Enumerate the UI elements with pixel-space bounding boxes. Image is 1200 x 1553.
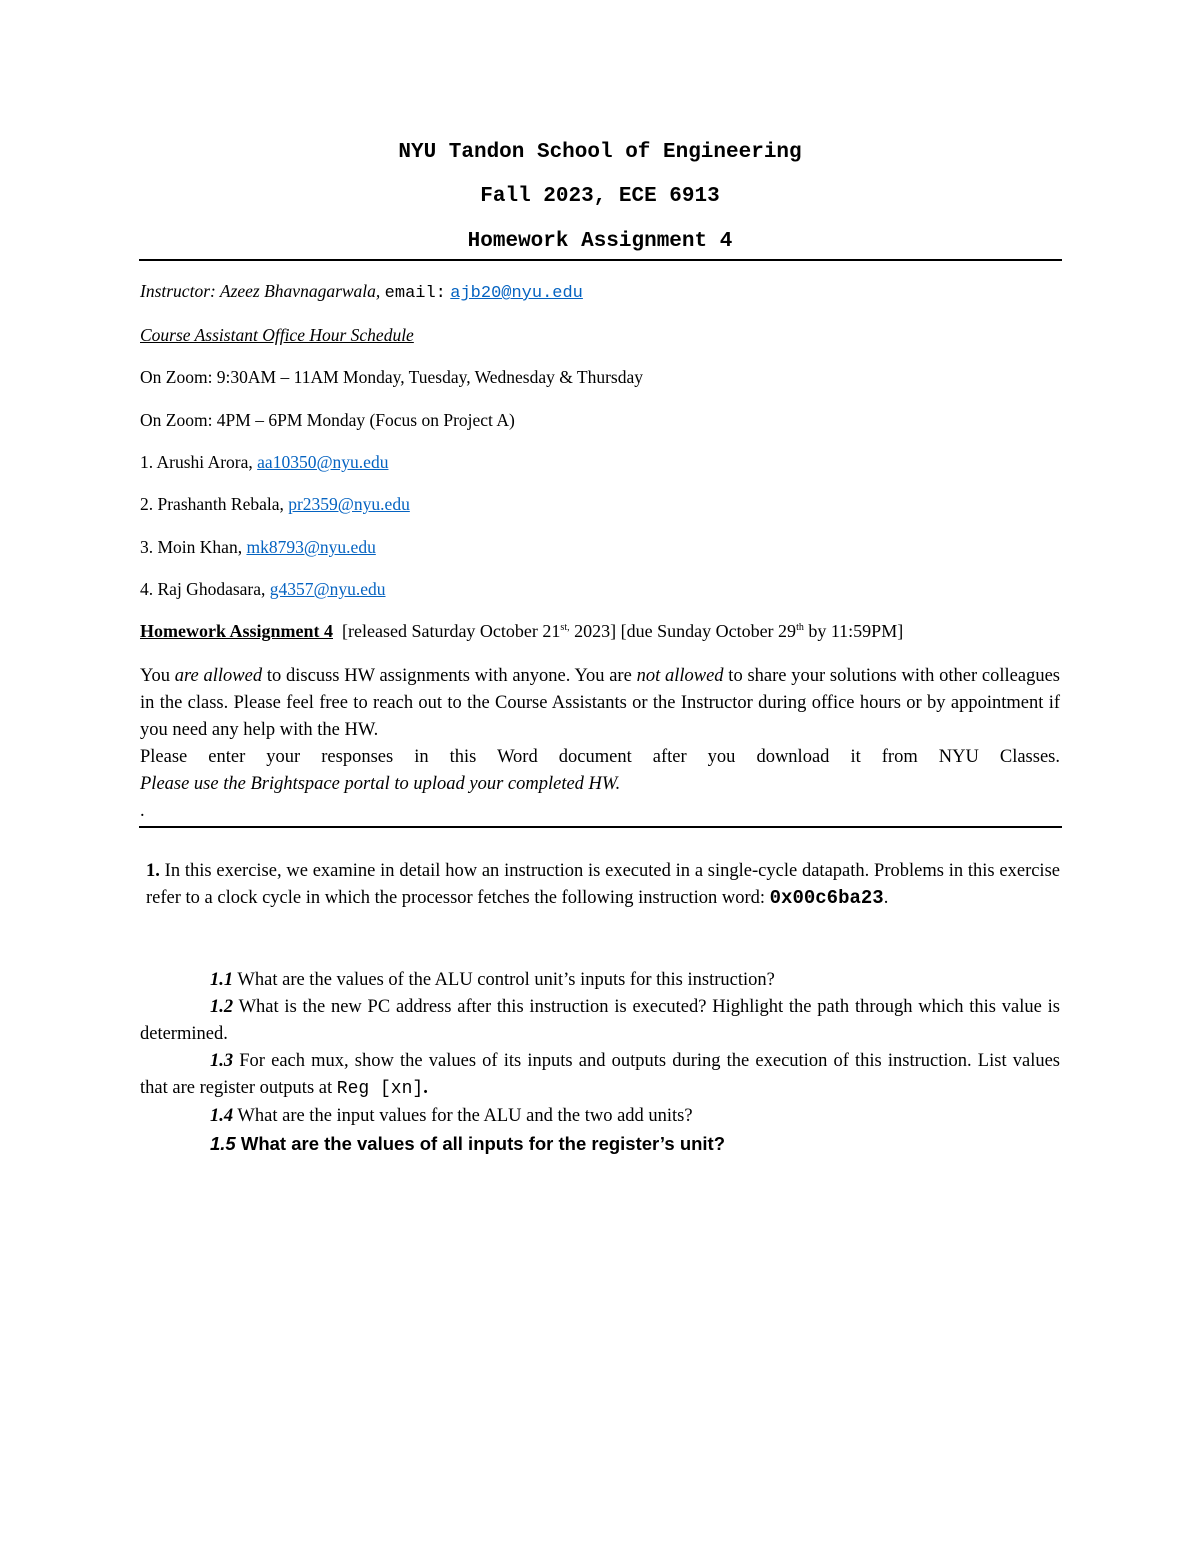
email-label: email: [384,284,446,303]
course-term: Fall 2023, ECE 6913 [480,185,720,208]
release-title: Homework Assignment 4 [140,621,333,641]
zoom-schedule-2: On Zoom: 4PM – 6PM Monday (Focus on Project A) [140,410,515,430]
subquestions [140,967,1060,1157]
instructor-label: Instructor: Azeez Bhavnagarwala, [140,281,381,301]
release-date: [released Saturday October $21^{st,}$ 2023] [342,621,617,641]
instructor-email-link[interactable]: ajb20@nyu.edu [450,284,583,303]
assistant-email-link[interactable]: pr2359@nyu.edu [288,494,410,514]
policy-paragraph [140,663,1060,825]
assistant-name: 4. Raj Ghodasara, [140,579,266,599]
header-divider [139,259,1062,261]
assistant-name: 3. Moin Khan, [140,537,243,557]
instruction-word: 0x00c6ba23 [769,887,884,909]
assistant-name: 1. Arushi Arora, [140,452,253,472]
upload-instruction: Please use the Brightspace portal to upload your completed HW. [140,774,621,794]
policy-text: You are allowed to discuss HW assignments with anyone. You are not allowed to share your solutions with other colleagues in the class. Please feel free to reach out to the Course Assistants or the Instructor during office hours or by appointment if you need any help with the HW. [140,666,1060,740]
subquestion-1-5: 1.5 What are the values of all inputs for the register’s unit? [210,1133,726,1154]
release-line [140,621,903,642]
zoom-schedule-1: On Zoom: 9:30AM – 11AM Monday, Tuesday, Wednesday & Thursday [140,367,643,387]
question-1: 1. In this exercise, we examine in detail how an instruction is executed in a single-cycle datapath. Problems in this exercise refer to a clock cycle in which the processor fetches the following instruction word: 0x00c6ba23. [146,861,1060,909]
assistant-name: 2. Prashanth Rebala, [140,494,284,514]
assistant-item [140,452,388,473]
assistant-item [140,579,386,600]
assistant-email-link[interactable]: g4357@nyu.edu [269,579,386,599]
assignment-title: Homework Assignment 4 [467,230,733,253]
subquestion-1-2: 1.2 What is the new PC address after this instruction is executed? Highlight the path through which this value is determined. [140,997,1060,1044]
question-number: 1. [146,861,160,881]
assistant-email-link[interactable]: aa10350@nyu.edu [257,452,389,472]
subquestion-1-1: 1.1 What are the values of the ALU control unit’s inputs for this instruction? [210,970,775,990]
assistant-item [140,537,376,558]
question-text: In this exercise, we examine in detail how an instruction is executed in a single-cycle datapath. Problems in this exercise refer to a clock cycle in which the processor fetches the following instruction word: [146,861,1060,908]
word-doc-instruction: Please enter your responses in this Word document after you download it from NYU Classes. [140,747,1060,767]
assistant-item [140,494,410,515]
instructor-line [140,281,583,303]
subquestion-1-3: 1.3 For each mux, show the values of its inputs and outputs during the execution of this instruction. List values that are register outputs at Reg [xn]. [140,1051,1060,1099]
trailing-period: . [140,801,145,821]
school-title: NYU Tandon School of Engineering [398,141,802,164]
section-divider [139,826,1062,828]
office-hours-heading: Course Assistant Office Hour Schedule [140,325,414,345]
assistant-email-link[interactable]: mk8793@nyu.edu [246,537,376,557]
subquestion-1-4: 1.4 What are the input values for the ALU and the two add units? [210,1106,693,1126]
due-date: [due Sunday October 29th by 11:59PM] [620,621,904,641]
